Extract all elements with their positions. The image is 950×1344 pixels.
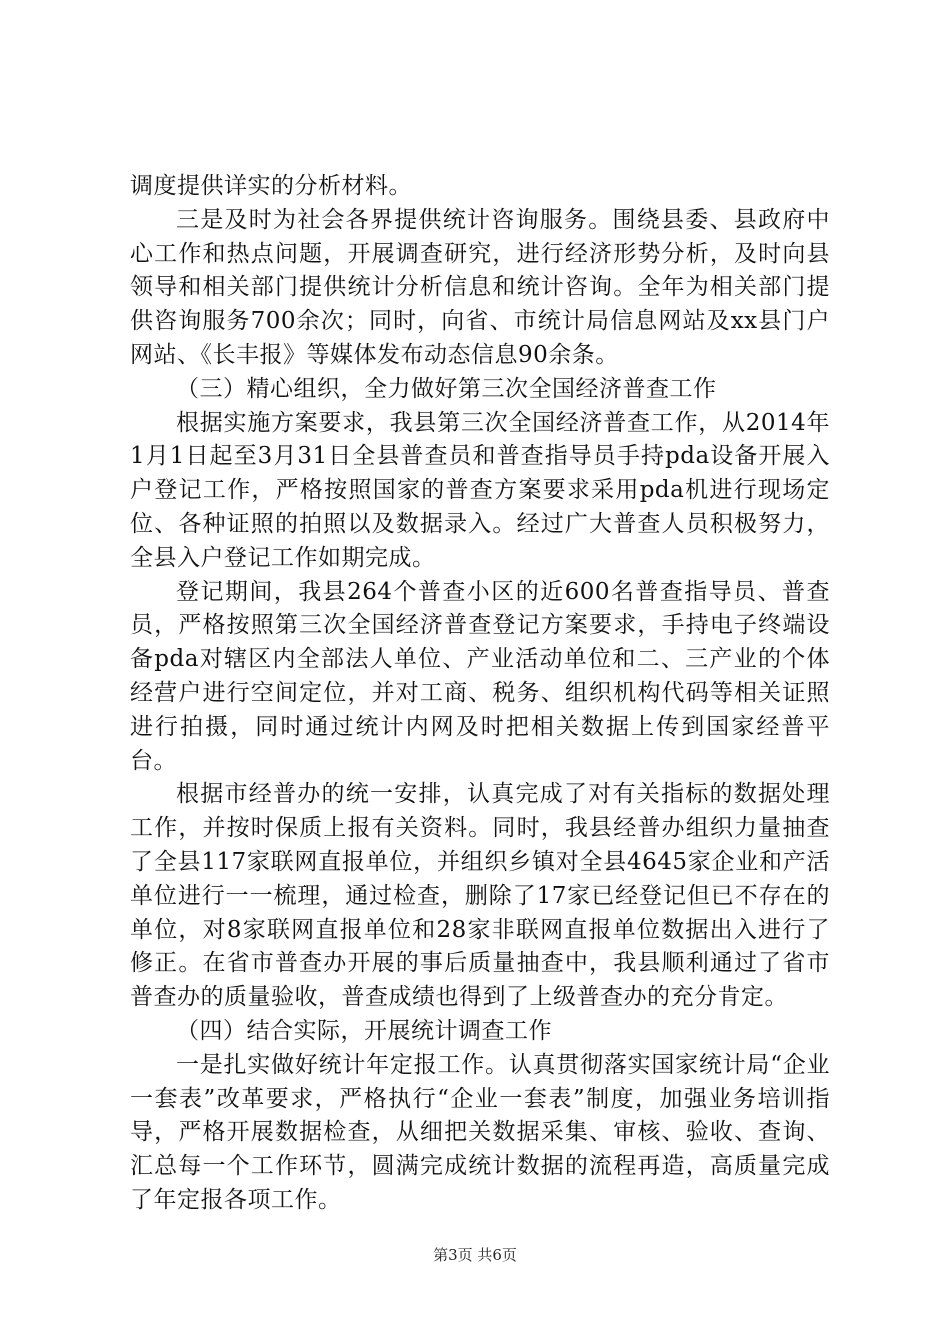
paragraph-annual-report: 一是扎实做好统计年定报工作。认真贯彻落实国家统计局“企业一套表”改革要求，严格执行“企业一套表”制度，加强业务培训指导，严格开展数据检查，从细把关数据采集、审核、验收、查询、汇总每一个工作环节，圆满完成统计数据的流程再造，高质量完成了年定报各项工作。 <box>130 1051 830 1213</box>
paragraph-consulting-service: 三是及时为社会各界提供统计咨询服务。围绕县委、县政府中心工作和热点问题，开展调查研究，进行经济形势分析，及时向县领导和相关部门提供统计分析信息和统计咨询。全年为相关部门提供咨询服务700余次；同时，向省、市统计局信息网站及xx县门户网站、《长丰报》等媒体发布动态信息90余条。 <box>130 206 830 368</box>
section-heading-3: （三）精心组织，全力做好第三次全国经济普查工作 <box>176 375 717 402</box>
paragraph-census-plan: 根据实施方案要求，我县第三次全国经济普查工作，从2014年1月1日起至3月31日全县普查员和普查指导员手持pda设备开展入户登记工作，严格按照国家的普查方案要求采用pda机进行现场定位、各种证照的拍照以及数据录入。经过广大普查人员积极努力，全县入户登记工作如期完成。 <box>130 409 830 571</box>
paragraph-registration-period: 登记期间，我县264个普查小区的近600名普查指导员、普查员，严格按照第三次全国经济普查登记方案要求，手持电子终端设备pda对辖区内全部法人单位、产业活动单位和二、三产业的个体经营户进行空间定位，并对工商、税务、组织机构代码等相关证照进行拍摄，同时通过统计内网及时把相关数据上传到国家经普平台。 <box>130 578 830 774</box>
section-heading-4: （四）结合实际，开展统计调查工作 <box>176 1017 552 1044</box>
document-body <box>130 170 830 1218</box>
paragraph-data-processing: 根据市经普办的统一安排，认真完成了对有关指标的数据处理工作，并按时保质上报有关资料。同时，我县经普办组织力量抽查了全县117家联网直报单位，并组织乡镇对全县4645家企业和产活单位进行一一梳理，通过检查，删除了17家已经登记但已不存在的单位，对8家联网直报单位和28家非联网直报单位数据出入进行了修正。在省市普查办开展的事后质量抽查中，我县顺利通过了省市普查办的质量验收，普查成绩也得到了上级普查办的充分肯定。 <box>130 781 830 1011</box>
paragraph-continuation: 调度提供详实的分析材料。 <box>130 173 412 199</box>
page-footer: 第3页 共6页 <box>433 1246 517 1264</box>
